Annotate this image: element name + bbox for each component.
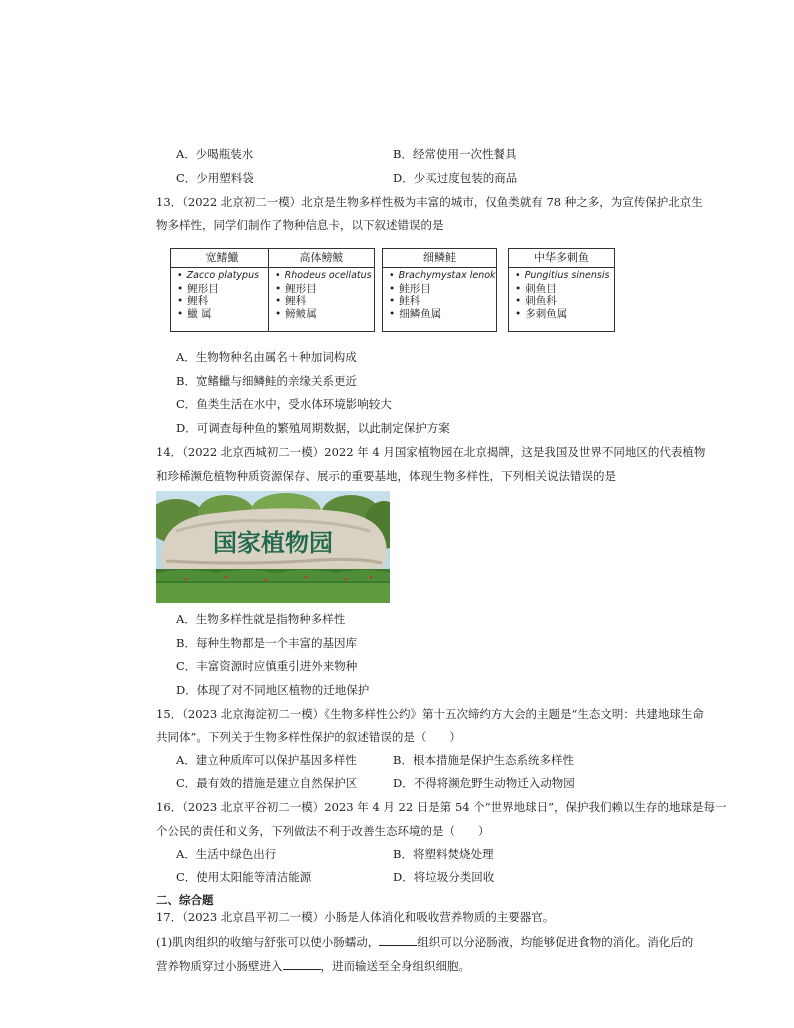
q13-option-b: B．宽鳍鱲与细鳞鲑的亲缘关系更近 (176, 374, 357, 388)
q17-text: (1)肌肉组织的收缩与舒张可以使小肠蠕动， (156, 935, 380, 949)
species-genus: • 鳑鲏属 (275, 308, 374, 321)
q17-stem: 17．（2023 北京昌平初二一模）小肠是人体消化和吸收营养物质的主要器官。 (156, 910, 555, 924)
q12-option-c: C．少用塑料袋 (176, 171, 254, 185)
q16-stem-line1: 16．（2023 北京平谷初二一模）2023 年 4 月 22 日是第 54 个“世界地球日”，保护我们赖以生存的地球是每一 (156, 800, 727, 814)
q16-option-d: D．将垃圾分类回收 (393, 870, 495, 884)
q13-stem-line1: 13．（2022 北京初二一模）北京是生物多样性极为丰富的城市，仅鱼类就有 78 种之多，为宣传保护北京生 (156, 195, 703, 209)
q15-option-b: B．根本措施是保护生态系统多样性 (393, 753, 574, 767)
q17-text: 组织可以分泌肠液，均能够促进食物的消化。消化后的 (417, 935, 694, 949)
species-order: • 刺鱼目 (515, 283, 614, 296)
q12-option-b: B．经常使用一次性餐具 (393, 147, 517, 161)
q14-stem-line2: 和珍稀濒危植物种质资源保存、展示的重要基地，体现生物多样性，下列相关说法错误的是 (156, 469, 616, 483)
q13-stem-line2: 物多样性，同学们制作了物种信息卡，以下叙述错误的是 (156, 218, 444, 232)
q17-text: ，进而输送至全身组织细胞。 (320, 959, 470, 973)
species-latin-name: • Pungitius sinensis (515, 270, 614, 283)
species-card-title: 高体鳑鲏 (269, 249, 374, 268)
answer-blank[interactable] (283, 958, 321, 970)
species-latin-name: • Zacco platypus (177, 270, 273, 283)
q17-text: 营养物质穿过小肠壁进入 (156, 959, 283, 973)
q14-option-d: D．体现了对不同地区植物的迁地保护 (176, 683, 370, 697)
species-genus: • 鱲 属 (177, 308, 273, 321)
q16-option-b: B．将塑料焚烧处理 (393, 847, 494, 861)
species-latin-name: • Brachymystax lenok (389, 270, 496, 283)
q16-option-a: A．生活中绿色出行 (176, 847, 277, 861)
national-botanical-garden-photo (156, 491, 390, 603)
species-genus: • 多刺鱼属 (515, 308, 614, 321)
species-card-title: 细鳞鲑 (383, 249, 496, 268)
q13-option-c: C．鱼类生活在水中，受水体环境影响较大 (176, 397, 392, 411)
q14-option-a: A．生物多样性就是指物种多样性 (176, 612, 346, 626)
stone-inscription: 国家植物园 (213, 528, 333, 557)
species-family: • 鲤科 (275, 295, 374, 308)
q15-option-c: C．最有效的措施是建立自然保护区 (176, 776, 358, 790)
q15-stem-line2: 共同体”。下列关于生物多样性保护的叙述错误的是（ ） (156, 730, 461, 744)
species-card-title: 中华多刺鱼 (509, 249, 614, 268)
section-heading: 二、综合题 (156, 893, 214, 907)
q14-option-c: C．丰富资源时应慎重引进外来物种 (176, 659, 358, 673)
species-order: • 鲤形目 (275, 283, 374, 296)
species-card (170, 248, 274, 332)
q16-stem-line2: 个公民的责任和义务，下列做法不利于改善生态环境的是（ ） (156, 824, 490, 838)
q16-option-c: C．使用太阳能等清洁能源 (176, 870, 312, 884)
species-card (508, 248, 615, 332)
species-family: • 鲤科 (177, 295, 273, 308)
q12-option-d: D．少买过度包装的商品 (393, 171, 518, 185)
q14-stem-line1: 14．（2022 北京西城初二一模）2022 年 4 月国家植物园在北京揭牌，这是我国及世界不同地区的代表植物 (156, 445, 706, 459)
q17-part1-line1 (156, 934, 693, 949)
q17-part1-line2 (156, 958, 470, 973)
species-order: • 鲑形目 (389, 283, 496, 296)
q15-option-d: D．不得将濒危野生动物迁入动物园 (393, 776, 575, 790)
species-family: • 刺鱼科 (515, 295, 614, 308)
q13-option-a: A．生物物种名由属名＋种加词构成 (176, 350, 357, 364)
species-order: • 鲤形目 (177, 283, 273, 296)
q15-option-a: A．建立种质库可以保护基因多样性 (176, 753, 357, 767)
q12-option-a: A．少喝瓶装水 (176, 147, 254, 161)
species-card (382, 248, 497, 332)
species-genus: • 细鳞鱼属 (389, 308, 496, 321)
species-card-title: 宽鳍鱲 (171, 249, 273, 268)
q13-option-d: D．可调查每种鱼的繁殖周期数据，以此制定保护方案 (176, 421, 450, 435)
q15-stem-line1: 15．（2023 北京海淀初二一模）《生物多样性公约》第十五次缔约方大会的主题是“生态文明：共建地球生命 (156, 707, 704, 721)
answer-blank[interactable] (379, 934, 417, 946)
species-latin-name: • Rhodeus ocellatus (275, 270, 374, 283)
q14-option-b: B．每种生物都是一个丰富的基因库 (176, 636, 357, 650)
species-card (268, 248, 375, 332)
species-family: • 鲑科 (389, 295, 496, 308)
